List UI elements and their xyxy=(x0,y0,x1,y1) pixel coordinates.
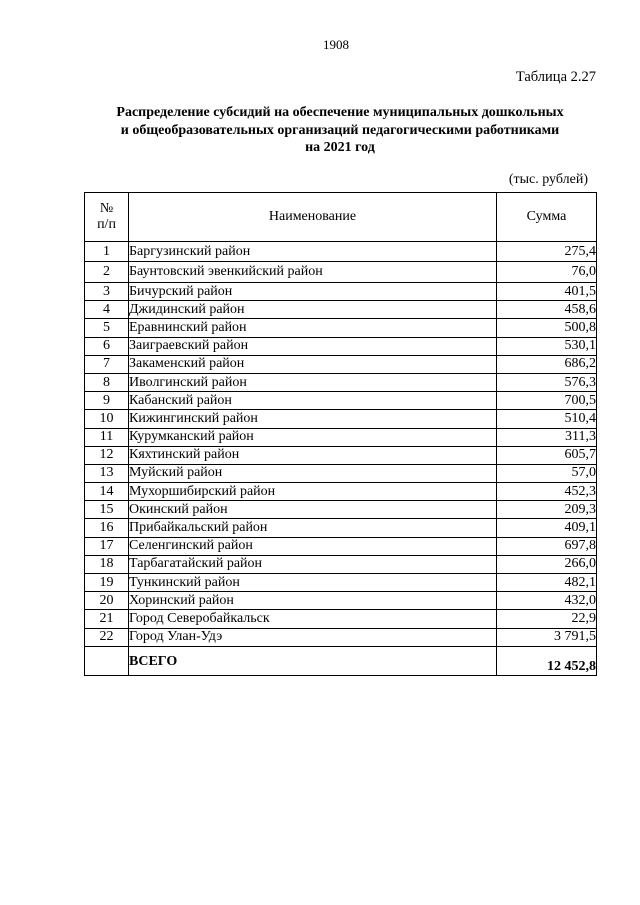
row-name: Кабанский район xyxy=(129,392,497,410)
table-label: Таблица 2.27 xyxy=(515,69,596,85)
row-number: 5 xyxy=(85,319,129,337)
row-name: Баргузинский район xyxy=(129,242,497,262)
row-number: 10 xyxy=(85,410,129,428)
row-number: 15 xyxy=(85,501,129,519)
table-row xyxy=(85,337,597,355)
row-number: 4 xyxy=(85,301,129,319)
row-name: Баунтовский эвенкийский район xyxy=(129,262,497,283)
row-sum: 401,5 xyxy=(497,283,597,301)
table-row xyxy=(85,574,597,592)
table-header-row xyxy=(85,193,597,242)
header-number xyxy=(85,193,129,242)
row-name: Курумканский район xyxy=(129,428,497,446)
table-total-row xyxy=(85,646,597,675)
row-name: Хоринский район xyxy=(129,592,497,610)
table-row xyxy=(85,262,597,283)
row-sum: 22,9 xyxy=(497,610,597,628)
total-sum: 12 452,8 xyxy=(497,646,597,675)
subsidy-table xyxy=(84,192,597,676)
row-name: Кяхтинский район xyxy=(129,446,497,464)
header-name: Наименование xyxy=(129,193,497,242)
title-line-2: и общеобразовательных организаций педагогическими работниками xyxy=(120,122,560,138)
row-number: 8 xyxy=(85,373,129,391)
total-label: ВСЕГО xyxy=(129,646,497,675)
row-number: 14 xyxy=(85,483,129,501)
table-row xyxy=(85,501,597,519)
row-name: Город Северобайкальск xyxy=(129,610,497,628)
table-row xyxy=(85,537,597,555)
row-sum: 686,2 xyxy=(497,355,597,373)
table-row xyxy=(85,628,597,646)
row-name: Тарбагатайский район xyxy=(129,555,497,573)
title-line-3: на 2021 год xyxy=(305,140,375,155)
table-row xyxy=(85,301,597,319)
table-row xyxy=(85,373,597,391)
row-sum: 209,3 xyxy=(497,501,597,519)
row-number: 7 xyxy=(85,355,129,373)
row-number: 3 xyxy=(85,283,129,301)
table-row xyxy=(85,483,597,501)
row-sum: 266,0 xyxy=(497,555,597,573)
table-row xyxy=(85,555,597,573)
row-number: 21 xyxy=(85,610,129,628)
header-number-symbol: № xyxy=(99,201,114,216)
row-name: Окинский район xyxy=(129,501,497,519)
row-sum: 409,1 xyxy=(497,519,597,537)
table-row xyxy=(85,446,597,464)
row-number: 11 xyxy=(85,428,129,446)
row-name: Селенгинский район xyxy=(129,537,497,555)
row-name: Закаменский район xyxy=(129,355,497,373)
row-name: Джидинский район xyxy=(129,301,497,319)
row-name: Еравнинский район xyxy=(129,319,497,337)
total-number xyxy=(85,646,129,675)
row-sum: 530,1 xyxy=(497,337,597,355)
row-number: 2 xyxy=(85,262,129,283)
row-number: 17 xyxy=(85,537,129,555)
table-row xyxy=(85,355,597,373)
row-number: 22 xyxy=(85,628,129,646)
row-sum: 482,1 xyxy=(497,574,597,592)
row-sum: 700,5 xyxy=(497,392,597,410)
header-number-abbr: п/п xyxy=(97,217,116,232)
row-name: Тункинский район xyxy=(129,574,497,592)
row-name: Заиграевский район xyxy=(129,337,497,355)
table-row xyxy=(85,428,597,446)
table-row xyxy=(85,410,597,428)
row-number: 9 xyxy=(85,392,129,410)
row-number: 13 xyxy=(85,464,129,482)
row-number: 20 xyxy=(85,592,129,610)
row-number: 19 xyxy=(85,574,129,592)
row-sum: 500,8 xyxy=(497,319,597,337)
row-name: Бичурский район xyxy=(129,283,497,301)
row-name: Прибайкальский район xyxy=(129,519,497,537)
row-sum: 510,4 xyxy=(497,410,597,428)
row-name: Иволгинский район xyxy=(129,373,497,391)
page-number: 1908 xyxy=(323,37,349,52)
title-line-1: Распределение субсидий на обеспечение муниципальных дошкольных xyxy=(116,105,564,120)
row-sum: 697,8 xyxy=(497,537,597,555)
row-number: 18 xyxy=(85,555,129,573)
row-sum: 76,0 xyxy=(497,262,597,283)
row-sum: 275,4 xyxy=(497,242,597,262)
row-number: 1 xyxy=(85,242,129,262)
table-row xyxy=(85,242,597,262)
row-sum: 452,3 xyxy=(497,483,597,501)
row-number: 16 xyxy=(85,519,129,537)
table-row xyxy=(85,392,597,410)
table-row xyxy=(85,610,597,628)
row-sum: 311,3 xyxy=(497,428,597,446)
row-name: Город Улан-Удэ xyxy=(129,628,497,646)
row-sum: 3 791,5 xyxy=(497,628,597,646)
table-row xyxy=(85,592,597,610)
table-row xyxy=(85,283,597,301)
row-number: 6 xyxy=(85,337,129,355)
row-name: Кижингинский район xyxy=(129,410,497,428)
row-sum: 576,3 xyxy=(497,373,597,391)
units-note: (тыс. рублей) xyxy=(508,172,588,187)
row-number: 12 xyxy=(85,446,129,464)
row-sum: 432,0 xyxy=(497,592,597,610)
row-sum: 57,0 xyxy=(497,464,597,482)
row-sum: 458,6 xyxy=(497,301,597,319)
document-title xyxy=(90,104,590,157)
row-name: Муйский район xyxy=(129,464,497,482)
row-name: Мухоршибирский район xyxy=(129,483,497,501)
table-row xyxy=(85,519,597,537)
table-row xyxy=(85,319,597,337)
row-sum: 605,7 xyxy=(497,446,597,464)
header-sum: Сумма xyxy=(497,193,597,242)
table-row xyxy=(85,464,597,482)
